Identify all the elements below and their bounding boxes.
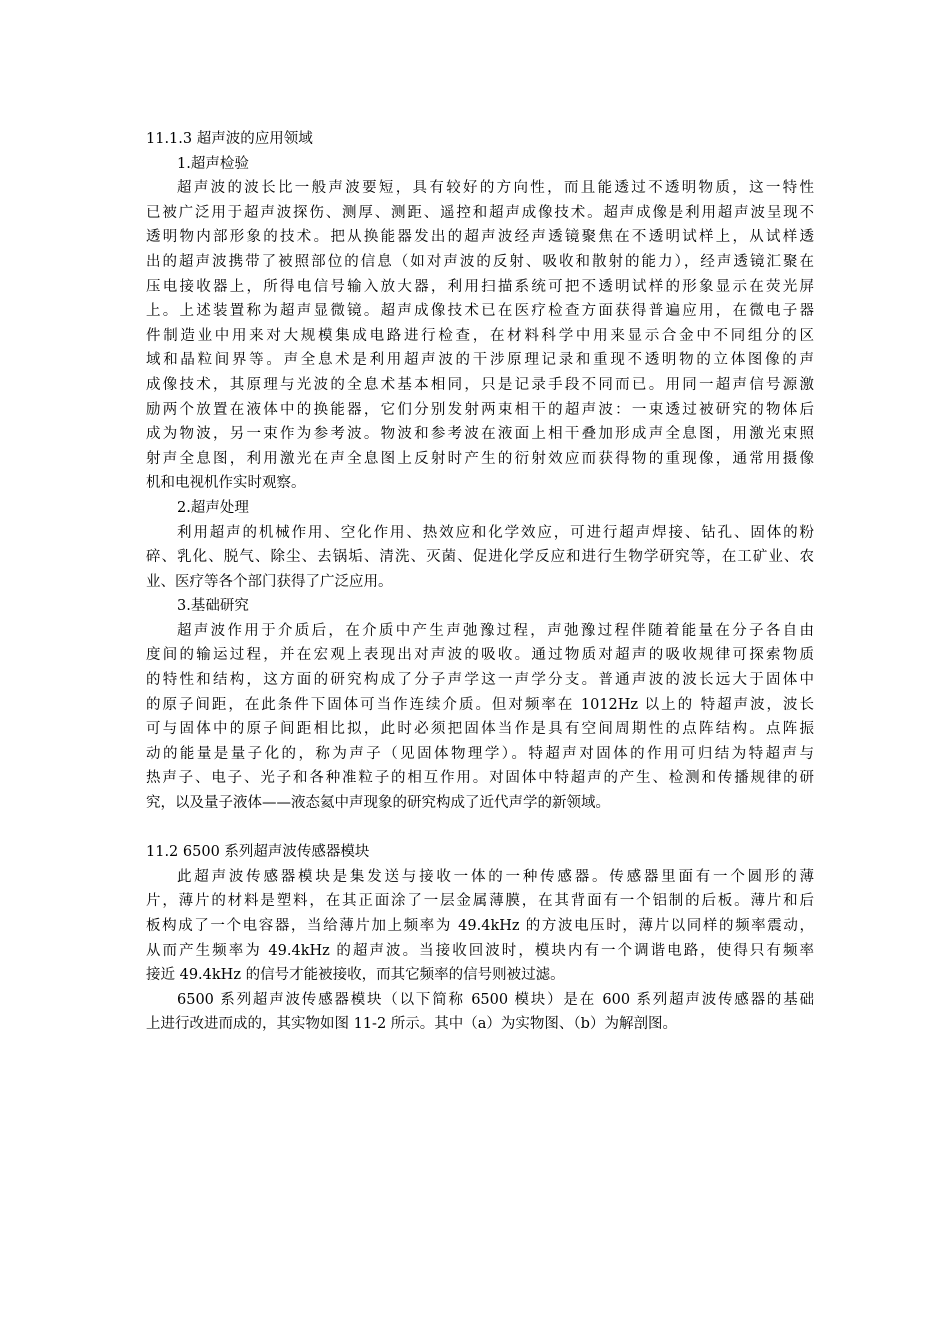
text-line: 从而产生频率为 49.4kHz 的超声波。当接收回波时，模块内有一个调谐电路，使得只有频率 [146,942,814,959]
subsection-title: 2.超声处理 [177,499,249,516]
text-line: 上进行改进而成的，其实物如图 11-2 所示。其中（a）为实物图、（b）为解剖图。 [146,1016,677,1033]
subsection-title: 1.超声检验 [177,155,249,172]
paragraph-basic-research [146,619,814,816]
text-line: 业、医疗等各个部门获得了广泛应用。 [146,573,393,590]
text-line: 的特性和结构，这方面的研究构成了分子声学这一声学分支。普通声波的波长远大于固体中 [146,672,814,689]
text-line: 透明物内部形象的技术。把从换能器发出的超声波经声透镜聚焦在不透明试样上，从试样透 [146,229,814,246]
section-heading: 11.2 6500 系列超声波传感器模块 [146,844,370,861]
section-heading: 11.1.3 超声波的应用领域 [146,131,313,147]
paragraph-ultrasonic-inspection [146,176,814,496]
text-line: 域和晶粒间界等。声全息术是利用超声波的干涉原理记录和重现不透明物的立体图像的声 [146,352,814,369]
text-line: 此超声波传感器模块是集发送与接收一体的一种传感器。传感器里面有一个圆形的薄 [177,868,814,885]
text-line: 上。上述装置称为超声显微镜。超声成像技术已在医疗检查方面获得普遍应用，在微电子器 [146,303,814,320]
text-line: 机和电视机作实时观察。 [146,475,306,492]
document-page [146,127,814,1037]
text-line: 片，薄片的材料是塑料，在其正面涂了一层金属薄膜，在其背面有一个铝制的后板。薄片和后 [146,893,814,910]
text-line: 的原子间距，在此条件下固体可当作连续介质。但对频率在 1012Hz 以上的 特超声波，波长 [146,696,814,713]
text-line: 6500 系列超声波传感器模块（以下简称 6500 模块）是在 600 系列超声波传感器的基础 [177,991,814,1008]
paragraph-6500-module [146,988,814,1037]
text-line: 度间的输运过程，并在宏观上表现出对声波的吸收。通过物质对超声的吸收规律可探索物质 [146,647,814,664]
text-line: 超声波作用于介质后，在介质中产生声弛豫过程，声弛豫过程伴随着能量在分子各自由 [177,622,814,639]
text-line: 动的能量是量子化的，称为声子（见固体物理学）。特超声对固体的作用可归结为特超声与 [146,745,814,762]
text-line: 已被广泛用于超声波探伤、测厚、测距、遥控和超声成像技术。超声成像是利用超声波呈现不 [146,204,814,221]
paragraph-ultrasonic-processing [146,521,814,595]
blank-line [146,816,814,841]
text-line: 接近 49.4kHz 的信号才能被接收，而其它频率的信号则被过滤。 [146,967,565,984]
text-line: 可与固体中的原子间距相比拟，此时必须把固体当作是具有空间周期性的点阵结构。点阵振 [146,721,814,738]
text-line: 超声波的波长比一般声波要短，具有较好的方向性，而且能透过不透明物质，这一特性 [177,180,814,197]
text-line: 碎、乳化、脱气、除尘、去锅垢、清洗、灭菌、促进化学反应和进行生物学研究等，在工矿业、农 [146,549,814,566]
paragraph-sensor-module [146,865,814,988]
text-line: 板构成了一个电容器，当给薄片加上频率为 49.4kHz 的方波电压时，薄片以同样的频率震动， [146,918,814,934]
text-line: 压电接收器上，所得电信号输入放大器，利用扫描系统可把不透明试样的形象显示在荧光屏 [146,278,814,295]
text-line: 射声全息图，利用激光在声全息图上反射时产生的衍射效应而获得物的重现像，通常用摄像 [146,450,814,467]
text-line: 成像技术，其原理与光波的全息术基本相同，只是记录手段不同而已。用同一超声信号源激 [146,376,814,393]
text-line: 利用超声的机械作用、空化作用、热效应和化学效应，可进行超声焊接、钻孔、固体的粉 [177,524,814,541]
subsection-title: 3.基础研究 [177,598,249,615]
text-line: 究，以及量子液体——液态氦中声现象的研究构成了近代声学的新领域。 [146,795,610,812]
text-line: 热声子、电子、光子和各种准粒子的相互作用。对固体中特超声的产生、检测和传播规律的研 [146,770,814,787]
text-line: 成为物波，另一束作为参考波。物波和参考波在液面上相干叠加形成声全息图，用激光束照 [146,426,814,443]
text-line: 励两个放置在液体中的换能器，它们分别发射两束相干的超声波：一束透过被研究的物体后 [146,401,814,418]
text-line: 出的超声波携带了被照部位的信息（如对声波的反射、吸收和散射的能力），经声透镜汇聚在 [146,253,814,270]
text-line: 件制造业中用来对大规模集成电路进行检查，在材料科学中用来显示合金中不同组分的区 [146,327,814,344]
